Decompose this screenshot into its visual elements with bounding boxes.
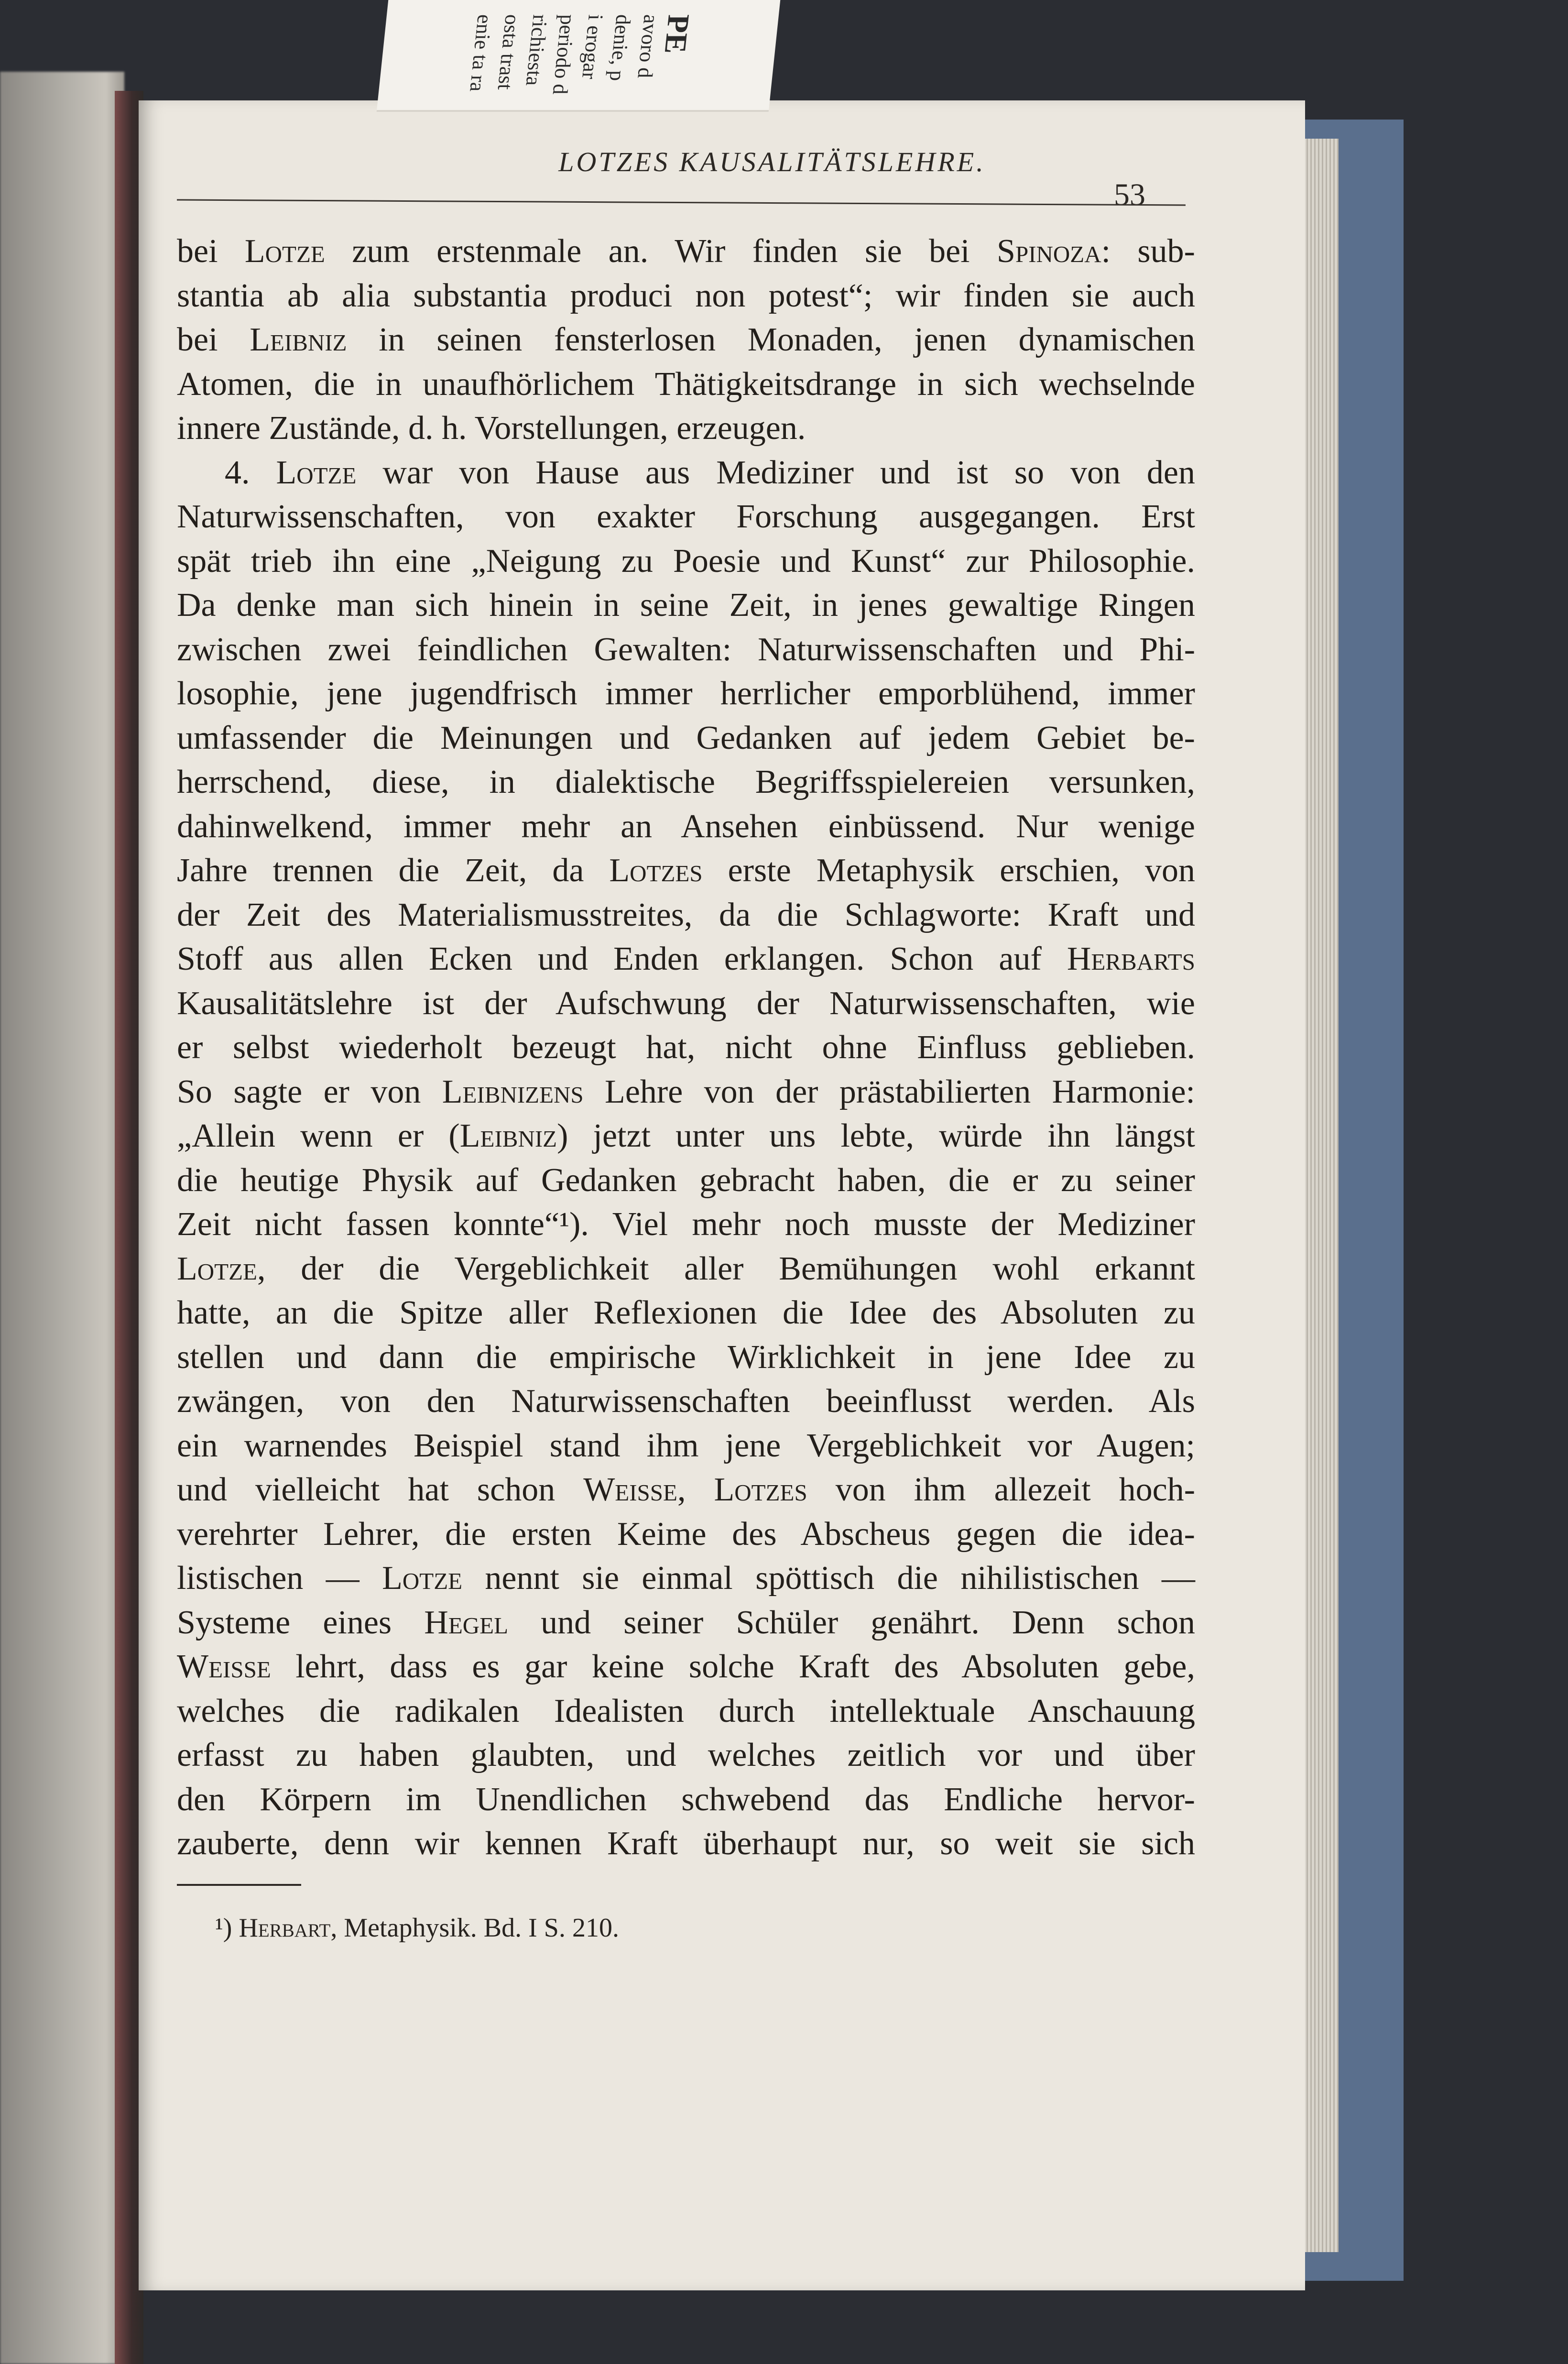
small-caps-name: Leibniz bbox=[459, 1117, 557, 1154]
small-caps-name: Weisse bbox=[177, 1648, 271, 1685]
inserted-note-slip bbox=[377, 0, 781, 112]
text-line: verehrter Lehrer, die ersten Keime des Abscheus gegen die idea- bbox=[177, 1515, 1195, 1553]
small-caps-name: Hegel bbox=[424, 1604, 508, 1641]
text-line: listischen — Lotze nennt sie einmal spöttisch die nihilistischen — bbox=[177, 1560, 1196, 1597]
text-line: zwischen zwei feindlichen Gewalten: Naturwissenschaften und Phi- bbox=[177, 631, 1195, 668]
text-line: stellen und dann die empirische Wirklichkeit in jene Idee zu bbox=[177, 1338, 1195, 1376]
small-caps-name: Weisse bbox=[583, 1471, 677, 1508]
text-line: zauberte, denn wir kennen Kraft überhaupt nur, so weit sie sich bbox=[177, 1825, 1195, 1862]
slip-line: PE bbox=[658, 14, 697, 54]
slip-line: avoro d bbox=[633, 14, 664, 78]
text-line: innere Zustände, d. h. Vorstellungen, erzeugen. bbox=[177, 410, 806, 447]
text-line: losophie, jene jugendfrisch immer herrlicher emporblühend, immer bbox=[177, 675, 1195, 712]
text-line: er selbst wiederholt bezeugt hat, nicht ohne Einfluss geblieben. bbox=[177, 1029, 1195, 1066]
text-line: stantia ab alia substantia produci non potest“; wir finden sie auch bbox=[177, 277, 1195, 314]
text-line: Kausalitätslehre ist der Aufschwung der Naturwissenschaften, wie bbox=[177, 985, 1195, 1022]
text-line: Da denke man sich hinein in seine Zeit, in jenes gewaltige Ringen bbox=[177, 587, 1195, 624]
header-rule bbox=[177, 199, 1186, 206]
text-line: dahinwelkend, immer mehr an Ansehen einbüssend. Nur wenige bbox=[177, 808, 1195, 845]
slip-line: richiesta bbox=[521, 14, 553, 86]
text-line: 4. Lotze war von Hause aus Mediziner und ist so von den bbox=[225, 454, 1196, 491]
book-page bbox=[139, 100, 1305, 2290]
text-line: ein warnendes Beispiel stand ihm jene Vergeblichkeit vor Augen; bbox=[177, 1427, 1195, 1464]
small-caps-name: Herbarts bbox=[1067, 941, 1195, 977]
slip-line: periodo d bbox=[548, 14, 580, 95]
running-head: LOTZES KAUSALITÄTSLEHRE. bbox=[558, 146, 986, 177]
slip-line: enie ta ra bbox=[465, 14, 497, 92]
text-line: herrschend, diese, in dialektische Begriffsspielereien versunken, bbox=[177, 764, 1195, 800]
slip-line: i erogar bbox=[577, 14, 608, 79]
text-line: Zeit nicht fassen konnte“¹). Viel mehr noch musste der Mediziner bbox=[177, 1206, 1195, 1243]
small-caps-name: Lotzes bbox=[609, 852, 703, 889]
text-line: bei Lotze zum erstenmale an. Wir finden sie bei Spinoza: sub- bbox=[177, 233, 1195, 270]
slip-text bbox=[465, 14, 697, 112]
text-line: welches die radikalen Idealisten durch intellektuale Anschauung bbox=[177, 1692, 1195, 1729]
text-line: bei Leibniz in seinen fensterlosen Monaden, jenen dynamischen bbox=[177, 321, 1195, 358]
small-caps-name: Leibnizens bbox=[442, 1073, 584, 1110]
text-line: zwängen, von den Naturwissenschaften beeinflusst werden. Als bbox=[177, 1383, 1195, 1420]
text-line: „Allein wenn er (Leibniz) jetzt unter uns lebte, würde ihn längst bbox=[177, 1117, 1195, 1154]
text-line: und vielleicht hat schon Weisse, Lotzes von ihm allezeit hoch- bbox=[177, 1471, 1196, 1508]
text-line: umfassender die Meinungen und Gedanken auf jedem Gebiet be- bbox=[177, 719, 1195, 756]
text-line: Lotze, der die Vergeblichkeit aller Bemühungen wohl erkannt bbox=[177, 1250, 1195, 1287]
text-line: Naturwissenschaften, von exakter Forschung ausgegangen. Erst bbox=[177, 498, 1195, 535]
text-line: Stoff aus allen Ecken und Enden erklangen. Schon auf Herbarts bbox=[177, 941, 1195, 977]
body-text bbox=[177, 230, 1195, 1866]
small-caps-name: Herbart bbox=[239, 1913, 331, 1943]
slip-line: osta trast bbox=[493, 14, 525, 90]
text-line: Atomen, die in unaufhörlichem Thätigkeitsdrange in sich wechselnde bbox=[177, 365, 1195, 403]
small-caps-name: Lotze bbox=[382, 1560, 463, 1597]
slip-line: denie, p bbox=[605, 14, 636, 81]
text-line: spät trieb ihn eine „Neigung zu Poesie und Kunst“ zur Philosophie. bbox=[177, 542, 1195, 580]
small-caps-name: Lotze bbox=[244, 233, 325, 270]
small-caps-name: Lotze bbox=[177, 1250, 257, 1287]
page-number: 53 bbox=[1114, 177, 1145, 212]
small-caps-name: Spinoza bbox=[997, 233, 1101, 270]
small-caps-name: Leibniz bbox=[250, 321, 347, 358]
text-line: hatte, an die Spitze aller Reflexionen die Idee des Absoluten zu bbox=[177, 1294, 1195, 1331]
footnote: ¹) Herbart, Metaphysik. Bd. I S. 210. bbox=[215, 1913, 619, 1943]
text-line: der Zeit des Materialismusstreites, da die Schlagworte: Kraft und bbox=[177, 896, 1195, 933]
text-line: Jahre trennen die Zeit, da Lotzes erste Metaphysik erschien, von bbox=[177, 852, 1195, 889]
small-caps-name: Lotze bbox=[276, 454, 357, 491]
text-line: Weisse lehrt, dass es gar keine solche Kraft des Absoluten gebe, bbox=[177, 1648, 1195, 1685]
text-line: So sagte er von Leibnizens Lehre von der prästabilierten Harmonie: bbox=[177, 1073, 1195, 1110]
facing-page bbox=[0, 72, 124, 2364]
text-line: die heutige Physik auf Gedanken gebracht haben, die er zu seiner bbox=[177, 1161, 1195, 1199]
text-line: erfasst zu haben glaubten, und welches zeitlich vor und über bbox=[177, 1737, 1195, 1773]
text-line: den Körpern im Unendlichen schwebend das Endliche hervor- bbox=[177, 1781, 1195, 1818]
page-stack-edge bbox=[1300, 139, 1339, 2252]
text-line: Systeme eines Hegel und seiner Schüler genährt. Denn schon bbox=[177, 1604, 1195, 1641]
small-caps-name: Lotzes bbox=[714, 1471, 807, 1508]
footnote-rule bbox=[177, 1884, 301, 1886]
